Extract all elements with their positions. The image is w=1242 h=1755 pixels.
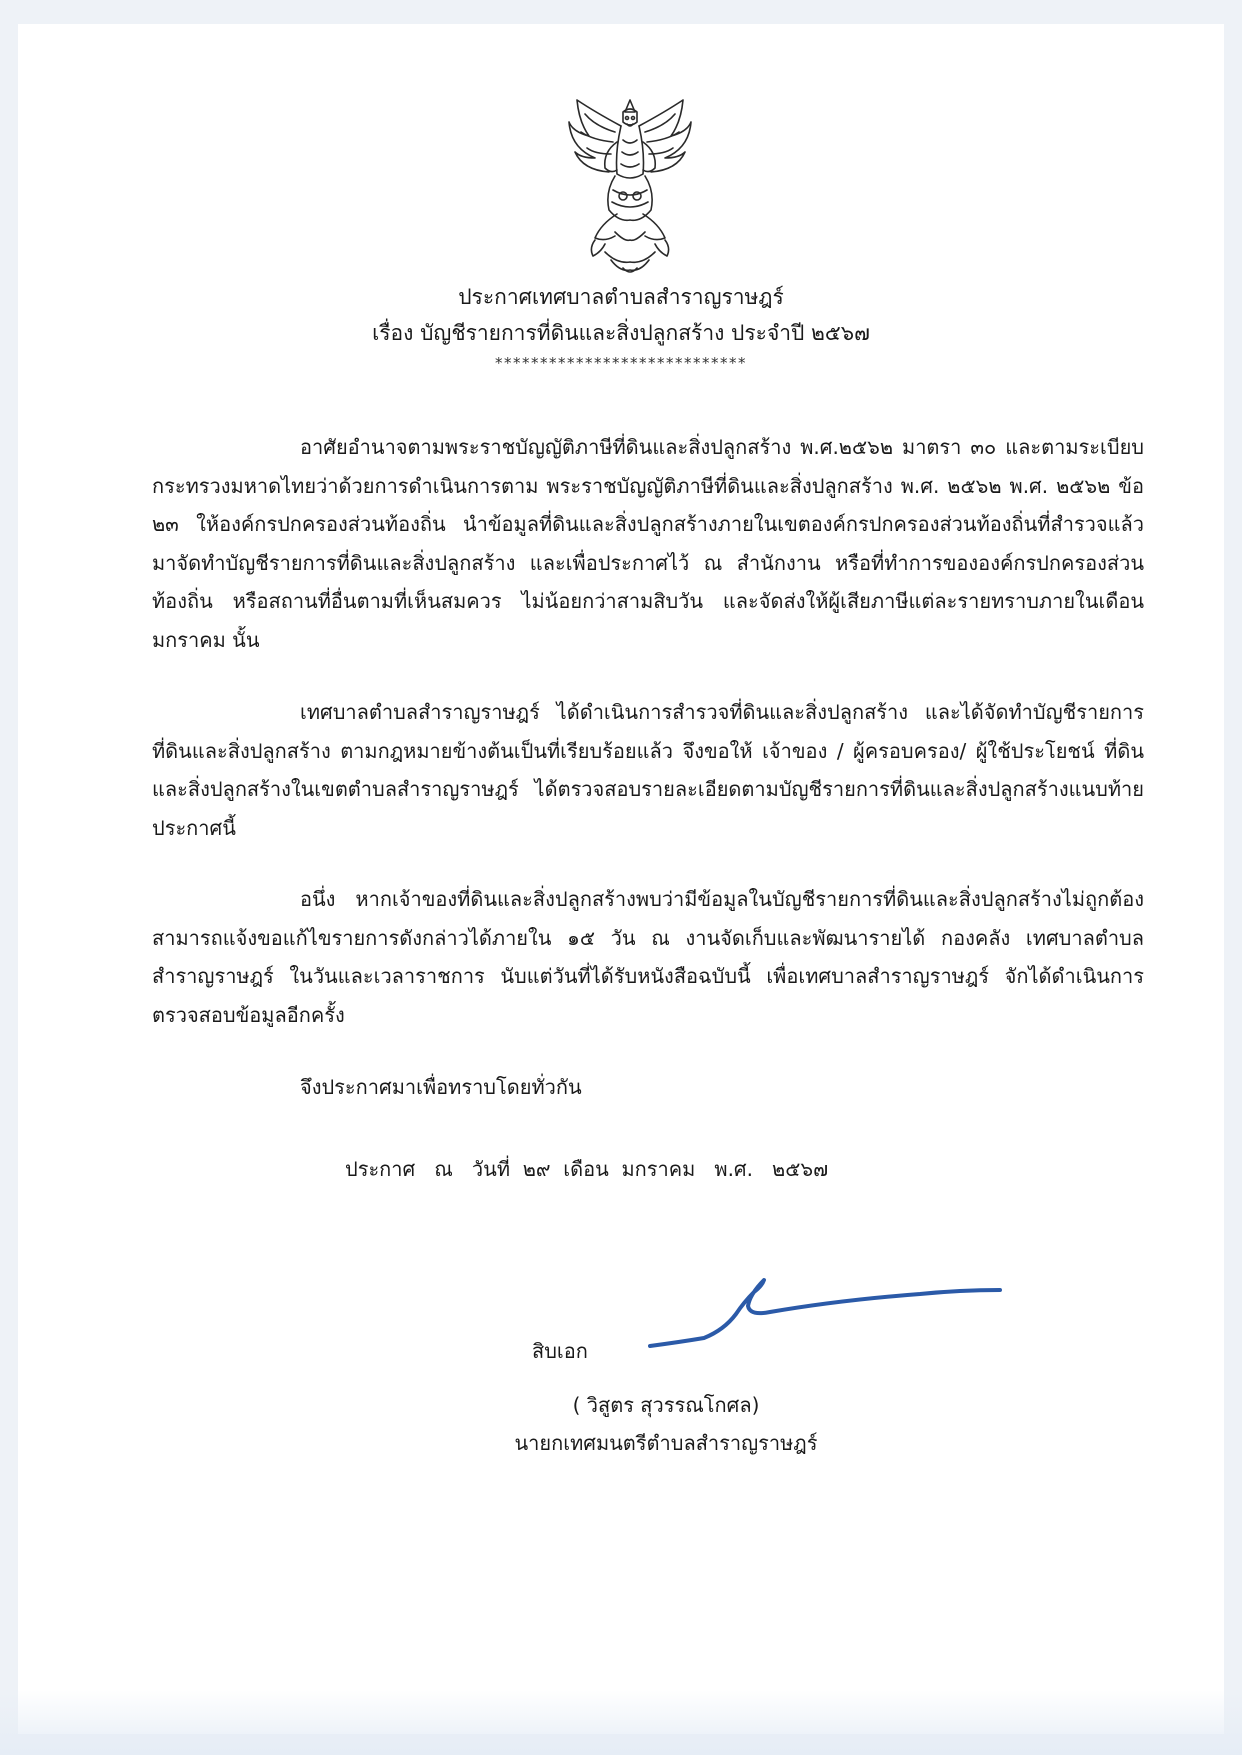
signer-rank: สิบเอก bbox=[532, 1339, 588, 1363]
signer-position: นายกเทศมนตรีตำบลสำราญราษฎร์ bbox=[514, 1431, 818, 1455]
garuda-emblem-icon bbox=[565, 92, 695, 277]
signer-name: ( วิสูตร สุวรรณโกศล) bbox=[572, 1393, 760, 1417]
body-paragraph-1: อาศัยอำนาจตามพระราชบัญญัติภาษีที่ดินและสิ่งปลูกสร้าง พ.ศ.๒๕๖๒ มาตรา ๓๐ และตามระเบียบกระทรวงมหาดไทยว่าด้วยการดำเนินการตาม พระราชบัญญัติภาษีที่ดินและสิ่งปลูกสร้าง พ.ศ. ๒๕๖๒ พ.ศ. ๒๕๖๒ ข้อ ๒๓ ให้องค์กรปกครองส่วนท้องถิ่น นำข้อมูลที่ดินและสิ่งปลูกสร้างภายในเขตองค์กรปกครองส่วนท้องถิ่นที่สำรวจแล้ว มาจัดทำบัญชีรายการที่ดินและสิ่งปลูกสร้าง และเพื่อประกาศไว้ ณ สำนักงาน หรือที่ทำการขององค์กรปกครองส่วนท้องถิ่น หรือสถานที่อื่นตามที่เห็นสมควร ไม่น้อยกว่าสามสิบวัน และจัดส่งให้ผู้เสียภาษีแต่ละรายทราบภายในเดือนมกราคม นั้น bbox=[152, 435, 1144, 652]
announcement-subject: เรื่อง บัญชีรายการที่ดินและสิ่งปลูกสร้าง ประจำปี ๒๕๖๗ bbox=[372, 321, 870, 345]
title-divider: **************************** bbox=[495, 354, 747, 372]
closing-statement: จึงประกาศมาเพื่อทราบโดยทั่วกัน bbox=[300, 1075, 582, 1099]
scan-edge bbox=[0, 1690, 1242, 1755]
handwritten-signature bbox=[640, 1250, 1020, 1360]
announcement-date: ประกาศ ณ วันที่ ๒๙ เดือน มกราคม พ.ศ. ๒๕๖๗ bbox=[345, 1157, 829, 1181]
body-paragraph-2: เทศบาลตำบลสำราญราษฎร์ ได้ดำเนินการสำรวจที่ดินและสิ่งปลูกสร้าง และได้จัดทำบัญชีรายการที่ดินและสิ่งปลูกสร้าง ตามกฎหมายข้างต้นเป็นที่เรียบร้อยแล้ว จึงขอให้ เจ้าของ / ผู้ครอบครอง/ ผู้ใช้ประโยชน์ ที่ดินและสิ่งปลูกสร้างในเขตตำบลสำราญราษฎร์ ได้ตรวจสอบรายละเอียดตามบัญชีรายการที่ดินและสิ่งปลูกสร้างแนบท้ายประกาศนี้ bbox=[152, 700, 1144, 840]
body-paragraph-3: อนึ่ง หากเจ้าของที่ดินและสิ่งปลูกสร้างพบว่ามีข้อมูลในบัญชีรายการที่ดินและสิ่งปลูกสร้างไม่ถูกต้อง สามารถแจ้งขอแก้ไขรายการดังกล่าวได้ภายใน ๑๕ วัน ณ งานจัดเก็บและพัฒนารายได้ กองคลัง เทศบาลตำบลสำราญราษฎร์ ในวันและเวลาราชการ นับแต่วันที่ได้รับหนังสือฉบับนี้ เพื่อเทศบาลสำราญราษฎร์ จักได้ดำเนินการตรวจสอบข้อมูลอีกครั้ง bbox=[152, 887, 1144, 1027]
document-page bbox=[18, 24, 1224, 1734]
announcement-title: ประกาศเทศบาลตำบลสำราญราษฎร์ bbox=[458, 285, 784, 309]
